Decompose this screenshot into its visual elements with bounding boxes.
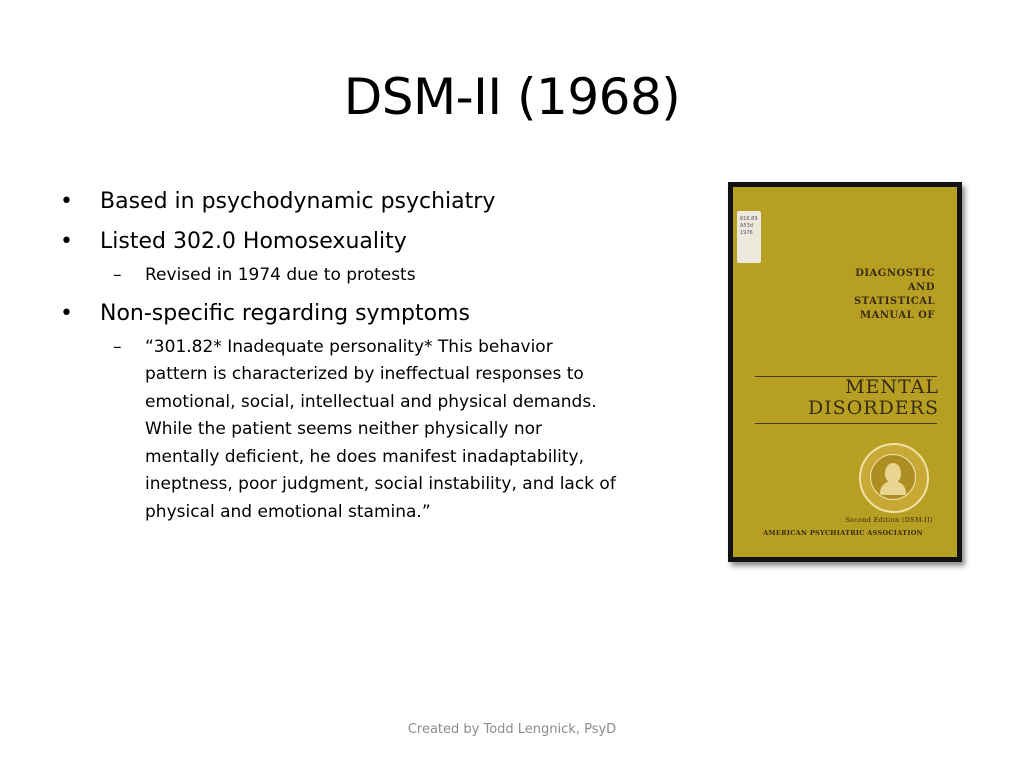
bullet-item	[60, 226, 620, 258]
library-label	[737, 211, 761, 263]
book-cover-image	[728, 182, 962, 562]
bullet-text: Listed 302.0 Homosexuality	[100, 229, 407, 254]
library-label-line: A53d	[740, 223, 753, 229]
bullet-glyph: •	[60, 229, 73, 254]
cover-edition: Second Edition (DSM-II)	[845, 516, 933, 524]
library-label-line: 616.89	[740, 216, 758, 222]
footer-credit: Created by Todd Lengnick, PsyD	[407, 722, 617, 737]
bullet-item	[60, 186, 620, 218]
bullet-list	[60, 186, 620, 534]
sub-bullet-text: “301.82* Inadequate personality* This behavior pattern is characterized by ineffectual responses to emotional, social, intellectual and physical demands. While the patient seems neither physically nor mentally deficient, he does manifest inadaptability, ineptness, poor judgment, social instability, and lack of physical and emotional stamina.”	[145, 336, 616, 522]
seal-inner	[870, 454, 916, 500]
cover-heading	[833, 267, 935, 323]
cover-heading-line: MANUAL OF	[860, 310, 935, 321]
sub-bullet-item	[60, 334, 620, 527]
cover-heading-line: AND	[907, 282, 935, 293]
dash-glyph: –	[113, 265, 122, 285]
cover-heading-line: STATISTICAL	[853, 296, 935, 307]
cover-main-line: DISORDERS	[807, 397, 939, 419]
library-label-line: 1976	[740, 230, 753, 236]
dash-glyph: –	[113, 336, 122, 357]
bullet-text: Based in psychodynamic psychiatry	[100, 189, 496, 214]
cover-heading-line: DIAGNOSTIC	[855, 268, 935, 279]
cover-publisher: AMERICAN PSYCHIATRIC ASSOCIATION	[763, 529, 923, 537]
bullet-item	[60, 298, 620, 330]
sub-bullet-item	[60, 262, 620, 290]
apa-seal-icon	[859, 443, 929, 513]
cover-main-line: MENTAL	[845, 376, 939, 398]
sub-bullet-text: Revised in 1974 due to protests	[145, 265, 416, 285]
seal-portrait-body	[880, 481, 906, 495]
bullet-glyph: •	[60, 189, 73, 214]
bullet-glyph: •	[60, 300, 73, 326]
slide-title: DSM-II (1968)	[343, 68, 681, 126]
cover-main-title	[773, 377, 939, 419]
seal-portrait-head	[885, 463, 901, 483]
book-cover	[733, 187, 957, 557]
bullet-text: Non-specific regarding symptoms	[100, 300, 470, 326]
cover-rule-bottom	[755, 423, 937, 424]
